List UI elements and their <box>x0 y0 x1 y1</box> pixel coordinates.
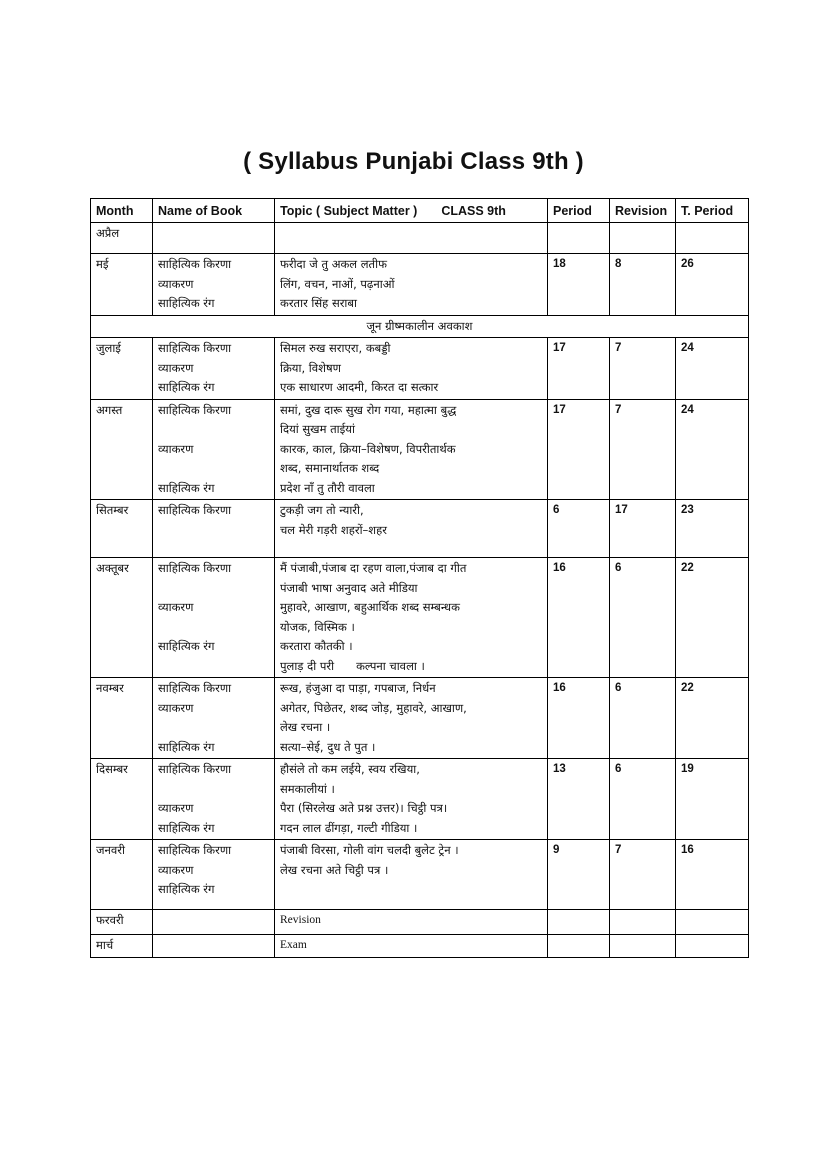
total-cell: 22 <box>676 678 749 759</box>
topic-cell: रूख, हंजुआ दा पाड़ा, गपबाज, निर्धन अगेतर, पिछेतर, शब्द जोड़, मुहावरे, आखाण, लेख रचना । सत्या–सेई, दुध ते पुत । <box>275 678 548 759</box>
header-class: CLASS 9th <box>441 203 506 218</box>
row-january <box>91 840 749 910</box>
month-cell: मार्च <box>91 935 153 958</box>
revision-cell: 6 <box>610 678 676 759</box>
topic-cell: सिमल रुख सराएरा, कबड्डी क्रिया, विशेषण एक साधारण आदमी, किरत दा सत्कार <box>275 338 548 400</box>
revision-cell: 8 <box>610 254 676 316</box>
month-cell: मई <box>91 254 153 316</box>
month-cell: जुलाई <box>91 338 153 400</box>
month-cell: अक्तूबर <box>91 558 153 678</box>
month-cell: अगस्त <box>91 399 153 500</box>
header-total-period: T. Period <box>676 199 749 223</box>
topic-cell: हौसंले तो कम लईये, स्वय रखिया, समकालीयां । पैरा (सिरलेख अते प्रश्न उत्तर)। चिट्ठी पत्र। गदन लाल ढींगड़ा, गल्टी गीडिया । <box>275 759 548 840</box>
book-cell: साहित्यिक किरणा व्याकरण साहित्यिक रंग <box>153 840 275 910</box>
header-topic-label: Topic ( Subject Matter ) <box>280 203 418 218</box>
book-cell: साहित्यिक किरणा व्याकरण साहित्यिक रंग <box>153 759 275 840</box>
total-cell: 19 <box>676 759 749 840</box>
row-august <box>91 399 749 500</box>
period-cell: 16 <box>548 558 610 678</box>
revision-cell: 6 <box>610 759 676 840</box>
row-february <box>91 910 749 935</box>
revision-cell: 7 <box>610 840 676 910</box>
book-cell: साहित्यिक किरणा व्याकरण साहित्यिक रंग <box>153 399 275 500</box>
period-cell: 17 <box>548 399 610 500</box>
revision-cell: 6 <box>610 558 676 678</box>
month-cell: जनवरी <box>91 840 153 910</box>
book-cell: साहित्यिक किरणा व्याकरण साहित्यिक रंग <box>153 678 275 759</box>
total-cell: 24 <box>676 399 749 500</box>
total-cell: 24 <box>676 338 749 400</box>
row-july <box>91 338 749 400</box>
period-cell: 6 <box>548 500 610 558</box>
total-cell: 26 <box>676 254 749 316</box>
row-november <box>91 678 749 759</box>
topic-cell: Exam <box>275 935 548 958</box>
header-revision: Revision <box>610 199 676 223</box>
topic-cell: मैं पंजाबी,पंजाब दा रहण वाला,पंजाब दा गीत पंजाबी भाषा अनुवाद अते मीडिया मुहावरे, आखाण, बहुआर्थिक शब्द सम्बन्धक योजक, विस्मिक । करतारा कौतकी । पुलाड़ दी परी कल्पना चावला । <box>275 558 548 678</box>
june-vacation-cell: जून ग्रीष्मकालीन अवकाश <box>91 315 749 338</box>
book-cell: साहित्यिक किरणा <box>153 500 275 558</box>
topic-cell: समां, दुख दारू सुख रोग गया, महात्मा बुद्ध दियां सुखम ताईयां कारक, काल, क्रिया–विशेषण, विपरीतार्थक शब्द, समानार्थातक शब्द प्रदेश नॉं तु तौरी वावला <box>275 399 548 500</box>
total-cell: 23 <box>676 500 749 558</box>
month-cell: सितम्बर <box>91 500 153 558</box>
topic-cell: फरीदा जे तु अकल लतीफ लिंग, वचन, नाओं, पढ़नाओं करतार सिंह सराबा <box>275 254 548 316</box>
month-cell: दिसम्बर <box>91 759 153 840</box>
syllabus-table <box>90 198 749 958</box>
month-cell: अप्रैल <box>91 223 153 254</box>
revision-cell: 17 <box>610 500 676 558</box>
header-row <box>91 199 749 223</box>
row-may <box>91 254 749 316</box>
total-cell: 16 <box>676 840 749 910</box>
header-month: Month <box>91 199 153 223</box>
month-cell: नवम्बर <box>91 678 153 759</box>
book-cell: साहित्यिक किरणा व्याकरण साहित्यिक रंग <box>153 558 275 678</box>
month-cell: फरवरी <box>91 910 153 935</box>
row-march <box>91 935 749 958</box>
header-topic <box>275 199 548 223</box>
period-cell: 16 <box>548 678 610 759</box>
period-cell: 9 <box>548 840 610 910</box>
row-september <box>91 500 749 558</box>
row-october <box>91 558 749 678</box>
book-cell: साहित्यिक किरणा व्याकरण साहित्यिक रंग <box>153 338 275 400</box>
topic-cell: पंजाबी विरसा, गोली वांग चलदी बुलेट ट्रेन । लेख रचना अते चिट्ठी पत्र । <box>275 840 548 910</box>
book-cell: साहित्यिक किरणा व्याकरण साहित्यिक रंग <box>153 254 275 316</box>
revision-cell: 7 <box>610 338 676 400</box>
row-june <box>91 315 749 338</box>
period-cell: 13 <box>548 759 610 840</box>
topic-cell: टुकड़ी जग तो न्यारी, चल मेरी गड़री शहरों–शहर <box>275 500 548 558</box>
row-april <box>91 223 749 254</box>
header-book: Name of Book <box>153 199 275 223</box>
header-period: Period <box>548 199 610 223</box>
page-title: ( Syllabus Punjabi Class 9th ) <box>243 148 584 175</box>
topic-cell: Revision <box>275 910 548 935</box>
total-cell: 22 <box>676 558 749 678</box>
period-cell: 18 <box>548 254 610 316</box>
revision-cell: 7 <box>610 399 676 500</box>
period-cell: 17 <box>548 338 610 400</box>
row-december <box>91 759 749 840</box>
